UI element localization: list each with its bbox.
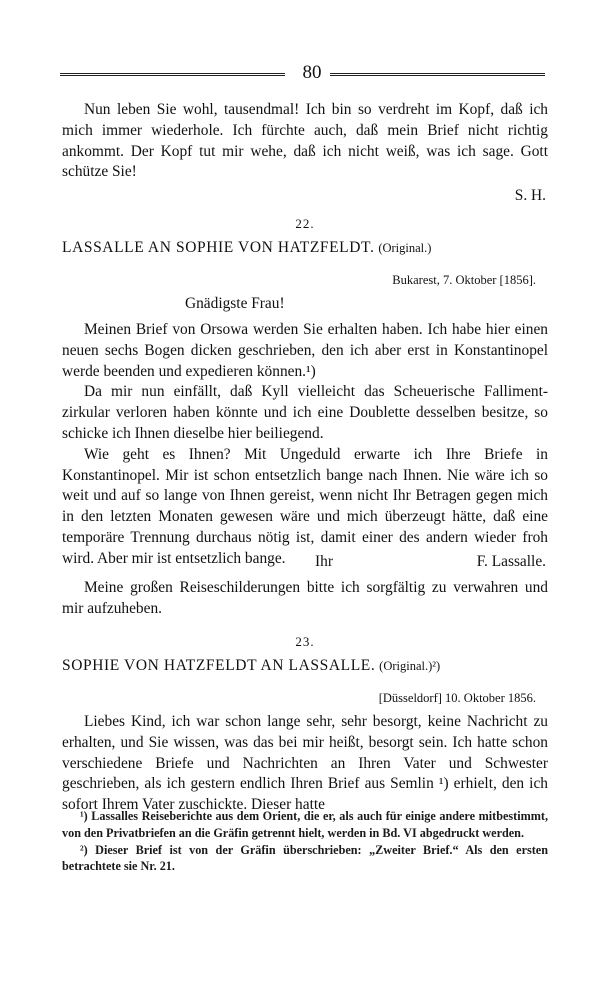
letter-22-paragraph-2: Da mir nun einfällt, daß Kyll vielleicht das Scheuerische Falliment-zirkular verloren haben könnte und ich eine Doublette desselben besitze, so schicke ich Ihnen dieselbe hier beiliegend. [62,383,548,442]
letter-22-title-note: (Original.) [378,241,432,255]
letter-22-postscript-block [62,578,548,620]
header-rule-right [330,73,545,76]
letter-23-number: 23. [295,634,315,649]
letter-22-number: 22. [295,216,315,231]
previous-letter-paragraph: Nun leben Sie wohl, tausendmal! Ich bin so verdreht im Kopf, daß ich mich immer wiederhole. Ich fürchte auch, daß mein Brief nicht richtig ankommt. Der Kopf tut mir wehe, daß ich nicht weiß, was ich sage. Gott schütze Sie! [62,101,548,181]
letter-22-title: LASSALLE AN SOPHIE VON HATZFELDT. [62,239,375,256]
letter-23-title-note: (Original.)²) [379,659,441,673]
letter-23-title: SOPHIE VON HATZFELDT AN LASSALLE. [62,657,376,674]
previous-letter-signature: S. H. [514,187,546,204]
footnote-1: ¹) Lassalles Reiseberichte aus dem Orient, die er, als auch für einige andere mitbestimmt, von den Privatbriefen an die Gräfin getrennt hielt, werden in Bd. VI abgedruckt werden. [62,809,548,840]
letter-23-heading [62,656,548,677]
letter-22-postscript: Meine großen Reiseschilderungen bitte ich sorgfältig zu verwahren und mir aufzuheben. [62,579,548,617]
letter-22-dateline: Bukarest, 7. Oktober [1856]. [392,273,536,287]
letter-22-closing-word: Ihr [315,553,333,570]
letter-22-closing-name: F. Lassalle. [476,553,546,570]
letter-22-paragraph-1: Meinen Brief von Orsowa werden Sie erhalten haben. Ich habe hier einen neuen sechs Bogen dicken geschrieben, den ich aber erst in Konstantinopel werde beenden und expedieren können.¹) [62,321,548,380]
letter-22-heading [62,238,548,259]
letter-23-dateline: [Düsseldorf] 10. Oktober 1856. [378,691,536,705]
page-header [60,62,545,86]
letter-22-paragraph-3: Wie geht es Ihnen? Mit Ungeduld erwarte ich Ihre Briefe in Konstantinopel. Mir ist schon entsetzlich bange nach Ihnen. Nie wäre ich so weit und auf so lange von Ihnen gereist, wenn nicht Ihr Betragen gegen mich in den letzten Monaten gewesen wäre und mich überzeugt hätte, daß eine temporäre Trennung durchaus nötig ist, damit einer des andern wieder froh wird. Aber mir ist entsetzlich bange. [62,445,548,567]
header-rule-left [60,73,285,76]
letter-22-body [62,320,548,570]
footnotes [62,808,548,875]
page-number: 80 [302,62,322,83]
letter-22-salutation: Gnädigste Frau! [185,295,285,312]
letter-23-paragraph: Liebes Kind, ich war schon lange sehr, sehr besorgt, keine Nachricht zu erhalten, und Sie wissen, was das bei mir heißt, besorgt sein. Ich hatte schon verschiedene Briefe und Nachrichten an Ihren Vater und Schwester geschrieben, als ich gestern endlich Ihren Brief aus Semlin ¹) erhielt, den ich sofort Ihrem Vater zuschickte. Dieser hatte [62,713,548,814]
previous-letter-end [62,100,548,183]
letter-23-body [62,712,548,816]
footnote-2: ²) Dieser Brief ist von der Gräfin überschrieben: „Zweiter Brief.“ Als den ersten betrachtete sie Nr. 21. [62,842,548,874]
